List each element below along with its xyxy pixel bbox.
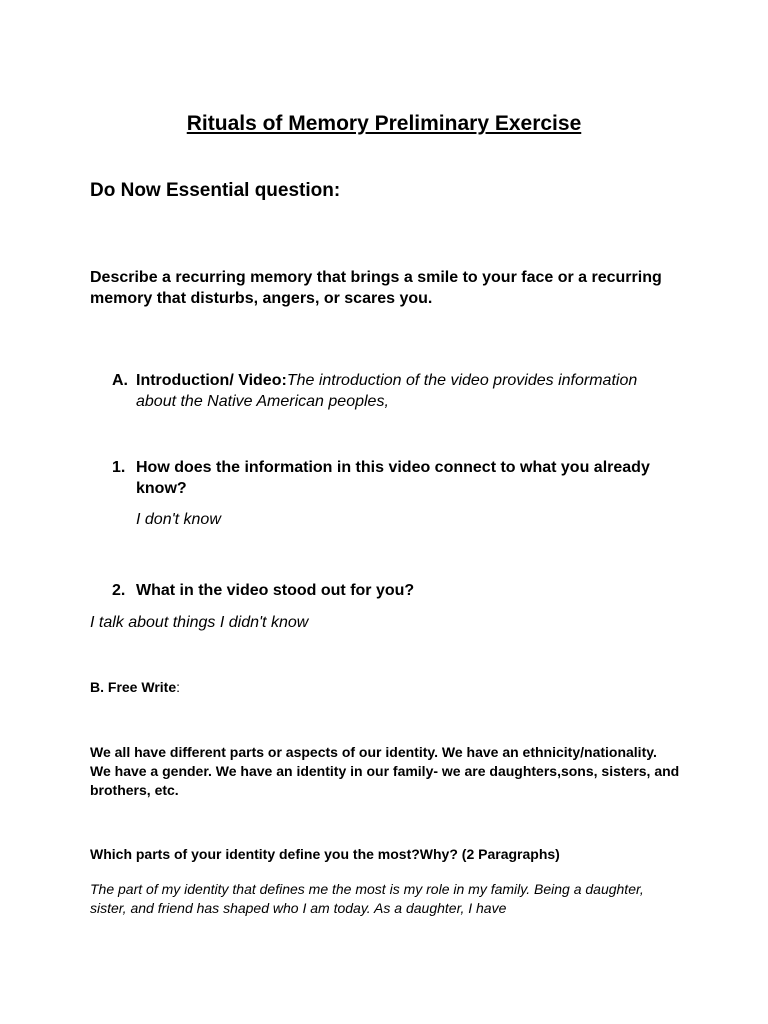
do-now-heading: Do Now Essential question:: [90, 180, 341, 201]
section-b: [90, 679, 180, 695]
identity-answer: The part of my identity that defines me the most is my role in my family. Being a daughter, sister, and friend has shaped who I am today. As a daughter, I have: [90, 881, 644, 916]
section-a-text: The introduction of the video provides information about the Native American peoples,: [136, 372, 638, 410]
section-b-heading: B. Free Write: [90, 679, 177, 695]
question-1-text: How does the information in this video connect to what you already know?: [136, 459, 650, 497]
section-a-heading: Introduction/ Video:: [136, 372, 287, 389]
section-a-body: [136, 370, 656, 412]
identity-paragraph: We all have different parts or aspects of our identity. We have an ethnicity/nationality. We have a gender. We have an identity in our family- we are daughters,sons, sisters, and brothers, etc.: [90, 744, 680, 798]
section-a-marker: A.: [112, 372, 128, 389]
answer-2: I talk about things I didn't know: [90, 614, 309, 631]
question-1-marker: 1.: [112, 459, 126, 476]
section-b-colon: :: [176, 679, 180, 695]
page-title: Rituals of Memory Preliminary Exercise: [186, 112, 582, 135]
answer-1: I don't know: [136, 511, 221, 528]
identity-question: Which parts of your identity define you the most?Why? (2 Paragraphs): [90, 846, 560, 862]
question-2-text: What in the video stood out for you?: [136, 582, 415, 599]
question-2-marker: 2.: [112, 582, 126, 599]
essential-question-prompt: Describe a recurring memory that brings a smile to your face or a recurring memory that disturbs, angers, or scares you.: [90, 269, 662, 307]
